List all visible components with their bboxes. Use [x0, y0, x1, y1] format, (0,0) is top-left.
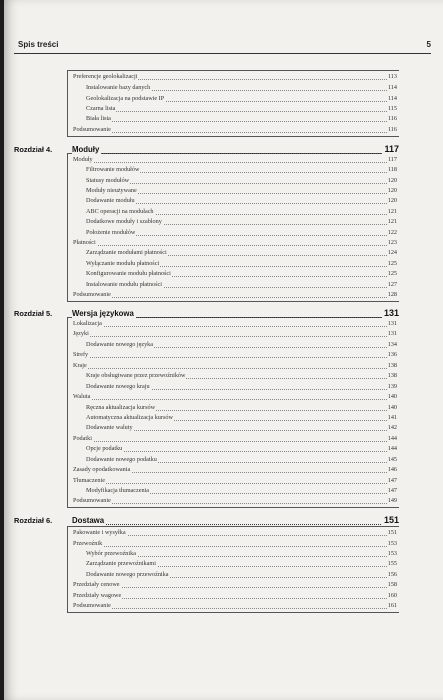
entry-title: Waluta: [73, 393, 91, 400]
table-rule: [67, 612, 399, 613]
entry-title: Przedziały wagowe: [73, 592, 122, 599]
dot-leader: [73, 317, 397, 327]
entry-page-number: 113: [387, 73, 397, 80]
entry-title: Automatyczna aktualizacja kursów: [86, 414, 173, 421]
entry-title: Geolokalizacja na podstawie IP: [86, 95, 165, 102]
entry-title: Dodawanie nowego przewoźnika: [86, 571, 169, 578]
entry-title: Dodatkowe moduły i szablony: [86, 218, 162, 225]
dot-leader: [73, 153, 397, 163]
entry-page-number: 140: [387, 404, 397, 411]
entry-title: Pakowanie i wysyłka: [73, 529, 126, 536]
entry-title: Czarna lista: [86, 105, 116, 112]
chapter-page-number: 117: [384, 144, 399, 154]
dot-leader: [86, 174, 397, 184]
entry-title: Strefy: [73, 351, 89, 358]
entry-title: Opcje podatku: [86, 445, 123, 452]
entry-title: Konfigurowanie modułu płatności: [86, 270, 171, 277]
entry-title: Przedziały cenowe: [73, 581, 120, 588]
entry-page-number: 120: [387, 177, 397, 184]
entry-title: Podsumowanie: [73, 291, 111, 298]
table-rule: [67, 153, 68, 301]
entry-page-number: 120: [387, 197, 397, 204]
entry-title: Modyfikacja tłumaczenia: [86, 487, 150, 494]
entry-page-number: 118: [387, 166, 397, 173]
dot-leader: [73, 578, 397, 588]
entry-page-number: 125: [387, 270, 397, 277]
chapter-title: Moduły: [72, 145, 100, 154]
dot-leader: [73, 494, 397, 504]
dot-leader: [73, 288, 397, 298]
entry-page-number: 120: [387, 187, 397, 194]
table-rule: [67, 507, 399, 508]
entry-title: Podsumowanie: [73, 126, 111, 133]
chapter-title: Wersja językowa: [72, 309, 134, 318]
entry-page-number: 139: [387, 383, 397, 390]
entry-page-number: 134: [387, 341, 397, 348]
chapter-label: Rozdział 5.: [14, 309, 53, 318]
entry-title: ABC operacji na modułach: [86, 208, 154, 215]
entry-title: Tłumaczenie: [73, 477, 105, 484]
entry-page-number: 142: [387, 424, 397, 431]
dot-leader: [86, 442, 397, 452]
table-rule: [67, 136, 399, 137]
chapter-label: Rozdział 4.: [14, 145, 53, 154]
entry-page-number: 156: [387, 571, 397, 578]
toc-entry: [0, 602, 439, 612]
entry-page-number: 136: [387, 351, 397, 358]
entry-page-number: 121: [387, 218, 397, 225]
dot-leader: [73, 537, 397, 547]
entry-title: Dodawanie nowego kraju: [86, 383, 150, 390]
dot-leader: [73, 390, 397, 400]
dot-leader: [73, 432, 397, 442]
table-rule: [67, 301, 399, 302]
entry-page-number: 151: [387, 529, 397, 536]
entry-title: Zarządzanie modułami płatności: [86, 249, 167, 256]
dot-leader: [86, 102, 397, 112]
entry-title: Położenie modułów: [86, 229, 136, 236]
entry-page-number: 140: [387, 393, 397, 400]
entry-page-number: 128: [387, 291, 397, 298]
entry-page-number: 116: [387, 115, 397, 122]
entry-title: Dodawanie waluty: [86, 424, 133, 431]
entry-page-number: 138: [387, 372, 397, 379]
entry-page-number: 125: [387, 260, 397, 267]
entry-page-number: 146: [387, 466, 397, 473]
entry-title: Kraje obsługiwane przez przewoźników: [86, 372, 186, 379]
dot-leader: [73, 359, 397, 369]
toc-entry: [0, 497, 439, 507]
entry-title: Lokalizacja: [73, 320, 102, 327]
chapter-title: Dostawa: [72, 516, 105, 525]
entry-page-number: 144: [387, 435, 397, 442]
entry-page-number: 117: [387, 156, 397, 163]
entry-page-number: 155: [387, 560, 397, 567]
dot-leader: [73, 348, 397, 358]
entry-page-number: 153: [387, 540, 397, 547]
entry-page-number: 122: [387, 229, 397, 236]
entry-page-number: 147: [387, 477, 397, 484]
entry-title: Zarządzanie przewoźnikami: [86, 560, 156, 567]
entry-page-number: 114: [387, 84, 397, 91]
entry-page-number: 153: [387, 550, 397, 557]
entry-title: Dodawanie nowego podatku: [86, 456, 157, 463]
header-title: Spis treści: [18, 40, 59, 49]
entry-title: Podsumowanie: [73, 602, 111, 609]
entry-page-number: 147: [387, 487, 397, 494]
dot-leader: [73, 236, 397, 246]
dot-leader: [86, 112, 397, 122]
header-page-number: 5: [426, 40, 431, 49]
dot-leader: [73, 474, 397, 484]
entry-page-number: 141: [387, 414, 397, 421]
entry-page-number: 149: [387, 497, 397, 504]
table-rule: [67, 526, 68, 612]
entry-title: Instalowanie modułu płatności: [86, 281, 162, 288]
entry-page-number: 145: [387, 456, 397, 463]
entry-title: Dodawanie modułu: [86, 197, 135, 204]
entry-page-number: 144: [387, 445, 397, 452]
entry-page-number: 127: [387, 281, 397, 288]
entry-title: Płatności: [73, 239, 96, 246]
entry-title: Preferencje geolokalizacji: [73, 73, 138, 80]
entry-page-number: 131: [387, 320, 397, 327]
chapter-page-number: 151: [383, 515, 399, 525]
entry-title: Podsumowanie: [73, 497, 111, 504]
dot-leader: [73, 599, 397, 609]
entry-page-number: 161: [387, 602, 397, 609]
entry-page-number: 116: [387, 126, 397, 133]
entry-title: Filtrowanie modułów: [86, 166, 140, 173]
toc-entry: [0, 126, 439, 136]
toc-entry: [0, 291, 439, 301]
entry-page-number: 114: [387, 95, 397, 102]
entry-title: Moduły: [73, 156, 93, 163]
table-rule: [67, 317, 68, 507]
entry-title: Moduły nieużywane: [86, 187, 137, 194]
table-rule: [67, 70, 68, 136]
dot-leader: [73, 123, 397, 133]
dot-leader: [72, 514, 397, 525]
entry-title: Dodawanie nowego języka: [86, 341, 154, 348]
entry-page-number: 123: [387, 239, 397, 246]
chapter-page-number: 131: [383, 308, 399, 318]
entry-page-number: 115: [387, 105, 397, 112]
entry-title: Kraje: [73, 362, 87, 369]
entry-page-number: 158: [387, 581, 397, 588]
entry-title: Przewoźnik: [73, 540, 103, 547]
entry-title: Biała lista: [86, 115, 111, 122]
entry-title: Zasady opodatkowania: [73, 466, 131, 473]
entry-page-number: 131: [387, 330, 397, 337]
entry-title: Ręczna aktualizacja kursów: [86, 404, 156, 411]
entry-page-number: 160: [387, 592, 397, 599]
chapter-label: Rozdział 6.: [14, 516, 53, 525]
entry-page-number: 124: [387, 249, 397, 256]
entry-title: Języki: [73, 330, 89, 337]
dot-leader: [73, 327, 397, 337]
entry-title: Podatki: [73, 435, 92, 442]
entry-title: Wybór przewoźnika: [86, 550, 136, 557]
entry-page-number: 121: [387, 208, 397, 215]
entry-page-number: 138: [387, 362, 397, 369]
entry-title: Wyłączanie modułu płatności: [86, 260, 160, 267]
entry-title: Instalowanie bazy danych: [86, 84, 151, 91]
entry-title: Statusy modułów: [86, 177, 130, 184]
